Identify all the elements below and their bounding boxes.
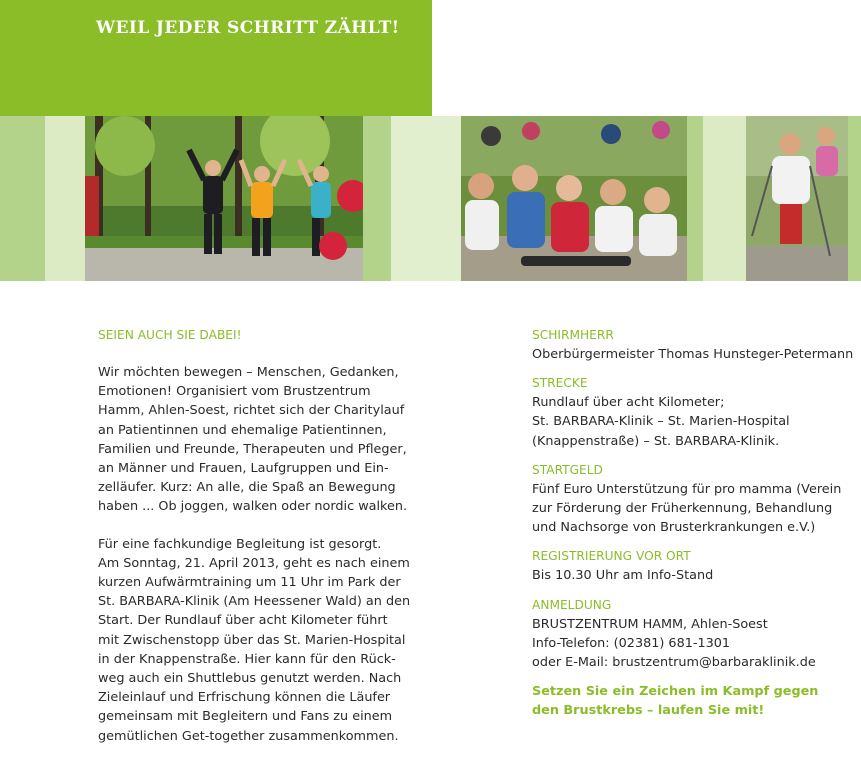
text-line: an Männer und Frauen, Laufgruppen und Ein- [98,461,389,477]
text-line: Am Sonntag, 21. April 2013, geht es nach einem [98,555,410,571]
left-column [98,326,411,746]
text-line: Oberbürgermeister Thomas Hunsteger-Petermann [532,347,854,362]
text-line: Info-Telefon: (02381) 681-1301 [532,635,731,651]
email-line[interactable]: oder E-Mail: brustzentrum@barbaraklinik.de [532,655,816,671]
text-line: Familien und Freunde, Therapeuten und Pfleger, [98,441,407,457]
text-line: Rundlauf über acht Kilometer; [532,395,725,411]
text-line: kurzen Aufwärmtraining um 11 Uhr im Park der [98,575,401,591]
text-line: an Patientinnen und ehemalige Patientinnen, [98,422,387,438]
text-line: Emotionen! Organisiert vom Brustzentrum [98,384,371,400]
text-line: und Nachsorge von Brusterkrankungen e.V.) [532,520,816,536]
photo-group-sitting [461,116,687,281]
text-line: St. BARBARA-Klinik – St. Marien-Hospital [532,414,790,430]
intro-paragraph [98,363,408,517]
header-banner [0,0,432,116]
strip-band [848,116,861,281]
text-line: weg auch ein Shuttlebus genutzt werden. Nach [98,671,402,687]
text-line: Fünf Euro Unterstützung für pro mamma (Verein [532,481,842,497]
text-line: Start. Der Rundlauf über acht Kilometer führt [98,613,388,629]
text-line: Wir möchten bewegen – Menschen, Gedanken, [98,365,399,380]
text-line: zur Förderung der Früherkennung, Behandlung [532,501,833,517]
photo-runners-forest [85,116,363,281]
strip-band [687,116,703,281]
text-line: mit Zwischenstopp über das St. Marien-Hospital [98,632,406,648]
text-line: Für eine fachkundige Begleitung ist gesorgt. [98,536,382,552]
strip-band [703,116,746,281]
strip-band [0,116,45,281]
banner-title: WEIL JEDER SCHRITT ZÄHLT! [96,18,400,38]
text-line: Zieleinlauf und Erfrischung können die Läufer [98,690,391,706]
text-line: gemütlichen Get-together zusammenkommen. [98,728,399,744]
text-line: haben ... Ob joggen, walken oder nordic walken. [98,499,408,515]
strip-band [391,116,461,281]
right-column [532,326,854,721]
text-line: St. BARBARA-Klinik (Am Heessener Wald) an den [98,594,411,610]
section-heading-startgeld: STARTGELD [532,462,603,477]
section-heading-dabei: SEIEN AUCH SIE DABEI! [98,328,242,342]
call-to-action: den Brustkrebs – laufen Sie mit! [532,703,765,719]
section-heading-schirmherr: SCHIRMHERR [532,328,614,342]
call-to-action: Setzen Sie ein Zeichen im Kampf gegen [532,684,819,700]
section-heading-anmeldung: ANMELDUNG [532,597,612,612]
strip-band [363,116,391,281]
section-heading-registrierung: REGISTRIERUNG VOR ORT [532,549,691,564]
text-line: BRUSTZENTRUM HAMM, Ahlen-Soest [532,616,768,632]
section-heading-strecke: STRECKE [532,376,588,391]
photo-nordic-walker [746,116,848,281]
strip-band [45,116,85,281]
text-line: gemeinsam mit Begleitern und Fans zu einem [98,709,393,725]
details-paragraph [98,535,411,746]
text-line: Hamm, Ahlen-Soest, richtet sich der Charitylauf [98,403,405,419]
text-line: in der Knappenstraße. Hier kann für den Rück- [98,651,396,667]
text-line: zelläufer. Kurz: An alle, die Spaß an Bewegung [98,480,396,496]
text-line: Bis 10.30 Uhr am Info-Stand [532,568,714,584]
text-line: (Knappenstraße) – St. BARBARA-Klinik. [532,433,780,449]
